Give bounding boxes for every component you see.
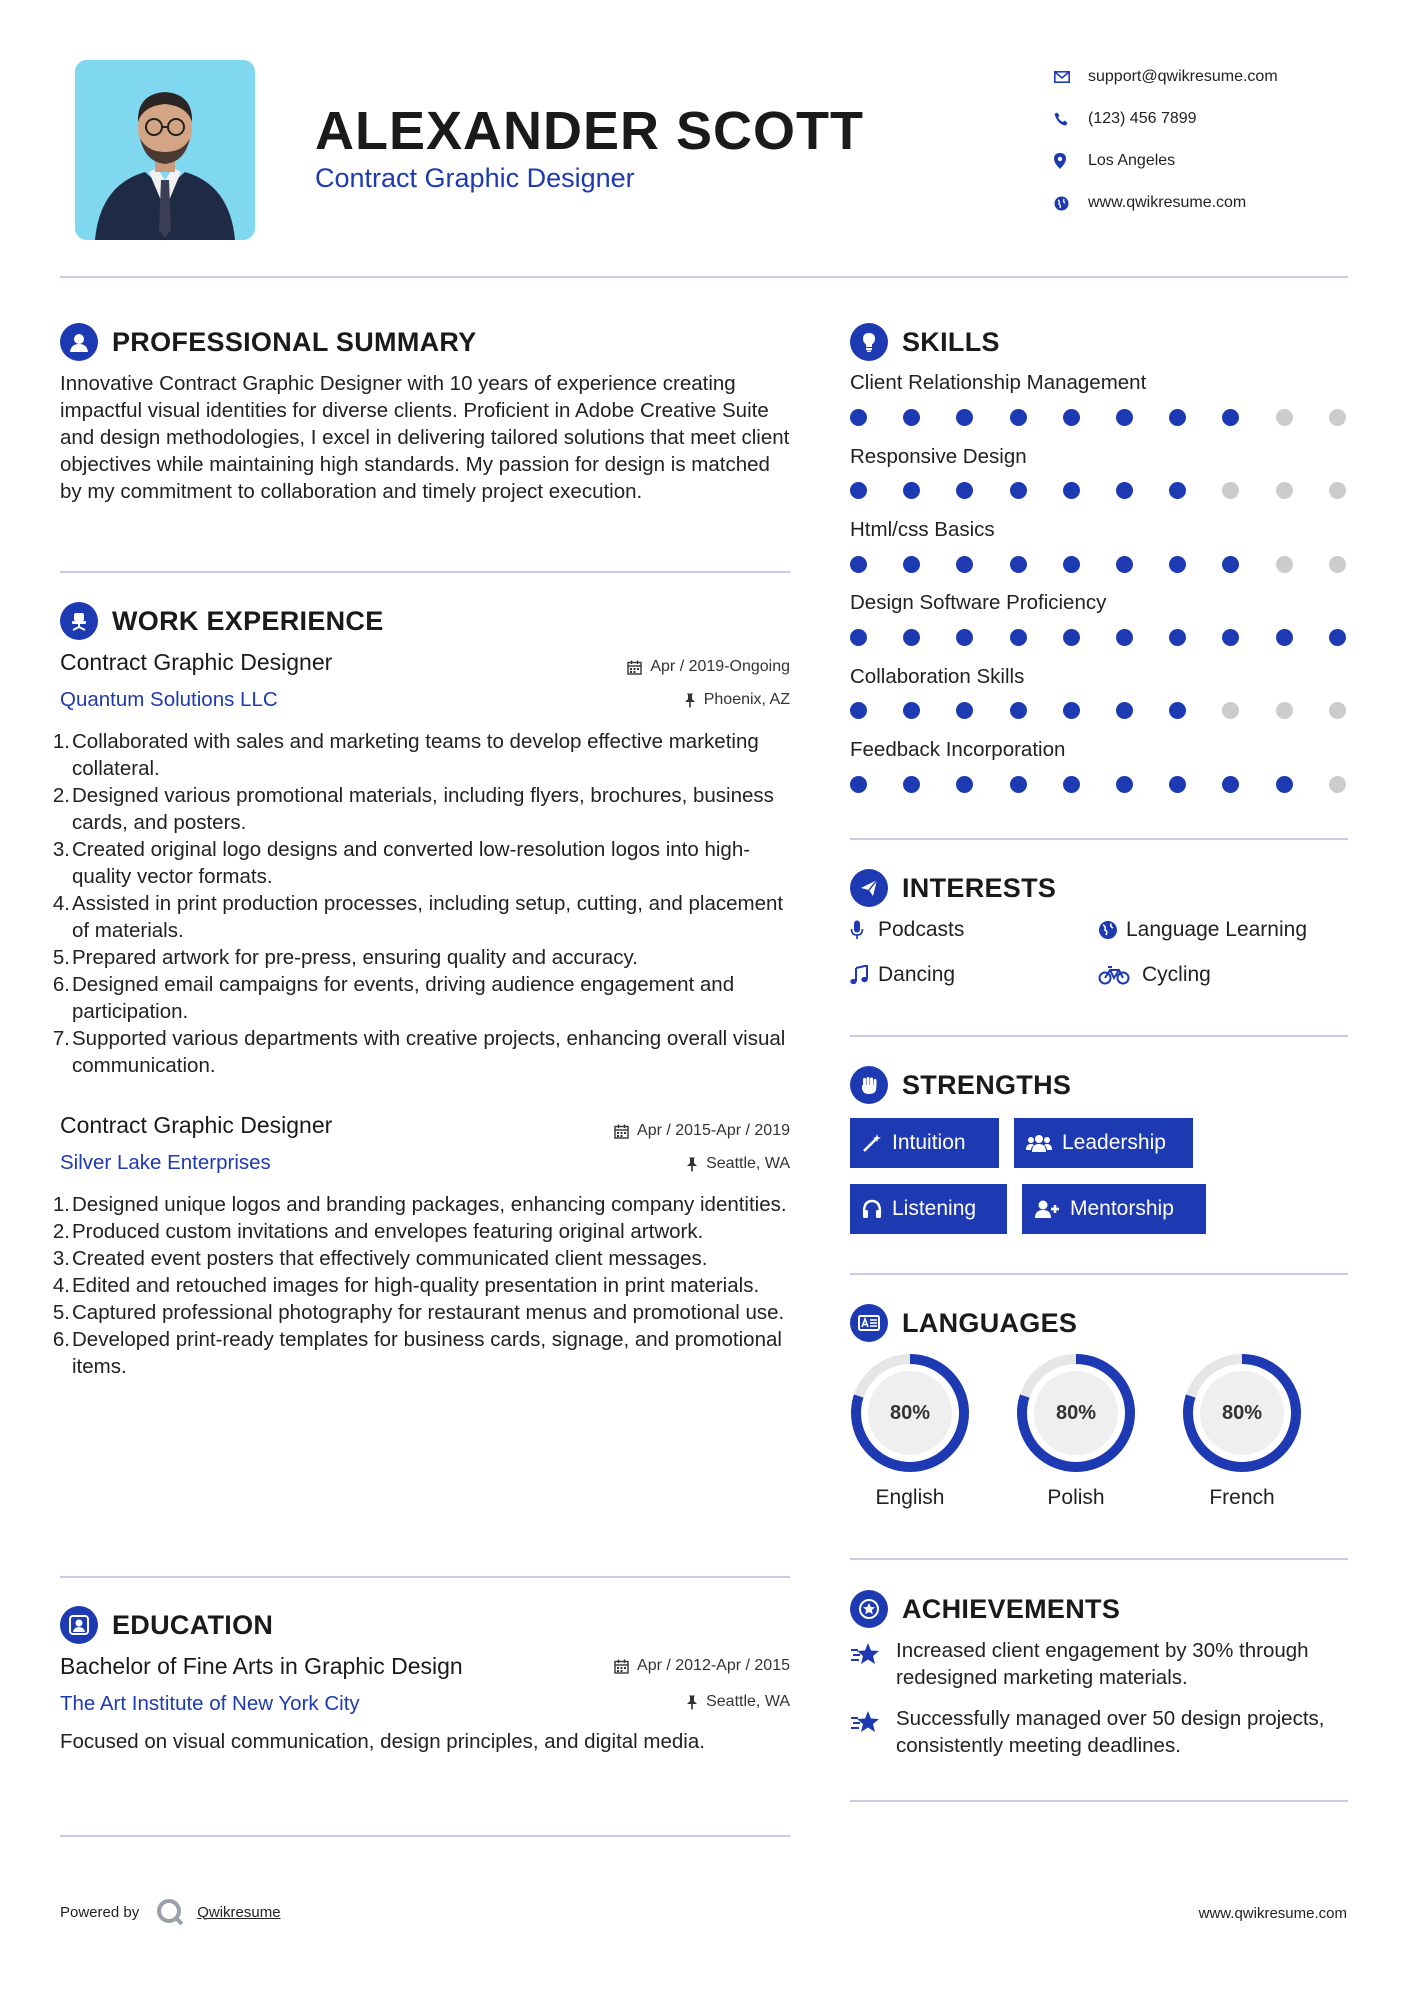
skill-dot-filled (956, 776, 973, 793)
summary-section-header (60, 323, 477, 361)
skill-dot-empty (1276, 556, 1293, 573)
star-icon (850, 1637, 896, 1691)
paper-plane-icon (850, 869, 888, 907)
language-ring (1014, 1351, 1138, 1475)
skill-dot-filled (1116, 482, 1133, 499)
skill-dot-filled (1169, 409, 1186, 426)
languages-section-header (850, 1304, 1077, 1342)
user-icon (60, 323, 98, 361)
email-text: support@qwikresume.com (1088, 68, 1278, 85)
interest-item: Dancing (850, 963, 955, 987)
summary-text: Innovative Contract Graphic Designer with 10 years of experience creating impactful visual identities for diverse clients. Proficient in Adobe Creative Suite and design methodologies, I excel in delivering tailored solutions that meet client objectives while maintaining high standards. My passion for design is matched by my commitment to collaboration and timely project execution. (60, 372, 790, 503)
skill-dot-filled (1063, 482, 1080, 499)
contact-phone[interactable] (1050, 98, 1370, 140)
skill-dot-filled (1010, 702, 1027, 719)
skill-dot-filled (1063, 409, 1080, 426)
skill-dot-empty (1329, 776, 1346, 793)
experience-divider (60, 1576, 790, 1578)
globe-icon (1050, 196, 1088, 211)
location-text: Los Angeles (1088, 152, 1176, 169)
list-item: 5. Captured professional photography for restaurant menus and promotional use. (52, 1301, 785, 1324)
skill-name: Feedback Incorporation (850, 738, 1066, 761)
microphone-icon (850, 920, 878, 940)
list-item: 1. Collaborated with sales and marketing teams to develop effective marketing collateral. (52, 730, 759, 780)
skill-dot-filled (1063, 629, 1080, 646)
achievements-divider (850, 1800, 1348, 1802)
strength-chip: Listening (850, 1184, 1007, 1234)
summary-divider (60, 571, 790, 573)
strength-chip: Leadership (1014, 1118, 1193, 1168)
achievement-item: Increased client engagement by 30% through redesigned marketing materials. (850, 1637, 1350, 1691)
job-responsibilities (52, 1191, 792, 1380)
skill-dot-empty (1329, 556, 1346, 573)
pushpin-icon (684, 693, 696, 708)
interest-item: Cycling (1098, 963, 1211, 987)
skill-dot-filled (1116, 409, 1133, 426)
headphones-icon (862, 1199, 882, 1219)
profile-photo (75, 60, 255, 240)
skill-dot-filled (956, 556, 973, 573)
skill-dot-filled (1116, 556, 1133, 573)
interests-section-header (850, 869, 1056, 907)
skill-dot-filled (903, 556, 920, 573)
bicycle-icon (1098, 965, 1142, 985)
skill-dot-filled (850, 776, 867, 793)
footer-powered-by (60, 1897, 281, 1927)
education-dates-text: Apr / 2012-Apr / 2015 (637, 1657, 790, 1674)
lightbulb-icon (850, 323, 888, 361)
education-section-header (60, 1606, 273, 1644)
skill-name: Client Relationship Management (850, 371, 1147, 394)
interests-heading: INTERESTS (902, 872, 1057, 903)
calendar-icon (614, 1124, 629, 1139)
list-item: 4. Edited and retouched images for high-quality presentation in print materials. (52, 1274, 760, 1297)
skill-dot-empty (1329, 482, 1346, 499)
job-location (686, 1155, 790, 1173)
job-dates-text: Apr / 2019-Ongoing (650, 658, 790, 675)
header-divider (60, 276, 1348, 278)
music-note-icon (850, 965, 878, 985)
skills-heading: SKILLS (902, 326, 1000, 357)
experience-heading: WORK EXPERIENCE (112, 605, 384, 636)
job-location-text: Seattle, WA (706, 1155, 790, 1172)
skill-dot-filled (956, 409, 973, 426)
job-company: Silver Lake Enterprises (60, 1151, 271, 1174)
list-item: 2. Designed various promotional materials, including flyers, brochures, business cards, and posters. (52, 784, 774, 834)
website-text: www.qwikresume.com (1088, 194, 1247, 211)
skill-dot-filled (956, 482, 973, 499)
skill-dot-filled (1063, 702, 1080, 719)
skill-dot-filled (1169, 482, 1186, 499)
language-percent: 80% (889, 1401, 931, 1424)
brand-link[interactable]: Qwikresume (197, 1903, 281, 1921)
user-plus-icon (1034, 1199, 1060, 1219)
star-badge-icon (850, 1590, 888, 1628)
strengths-divider (850, 1273, 1348, 1275)
graduate-icon (60, 1606, 98, 1644)
skill-dot-filled (1169, 629, 1186, 646)
skill-rating (850, 409, 1350, 427)
language-ring (848, 1351, 972, 1475)
calendar-icon (614, 1659, 629, 1674)
list-item: 6. Developed print-ready templates for business cards, signage, and promotional items. (52, 1328, 782, 1378)
contact-email[interactable] (1050, 56, 1370, 98)
list-item: 6. Designed email campaigns for events, driving audience engagement and participation. (52, 973, 735, 1023)
skill-dot-filled (1116, 776, 1133, 793)
list-item: 3. Created original logo designs and converted low-resolution logos into high-quality vector formats. (52, 838, 751, 888)
summary-heading: PROFESSIONAL SUMMARY (112, 326, 477, 357)
skill-name: Collaboration Skills (850, 665, 1025, 688)
pushpin-icon (686, 1157, 698, 1172)
skill-dot-filled (1116, 629, 1133, 646)
skill-dot-filled (1222, 776, 1239, 793)
job-title: Contract Graphic Designer (60, 1112, 333, 1138)
skill-dot-empty (1329, 409, 1346, 426)
skill-rating (850, 702, 1350, 720)
job-location (684, 691, 790, 709)
skill-dot-filled (1116, 702, 1133, 719)
footer-website[interactable]: www.qwikresume.com (1198, 1905, 1347, 1922)
skill-dot-filled (1010, 776, 1027, 793)
strengths-heading: STRENGTHS (902, 1069, 1072, 1100)
skill-dot-filled (1063, 776, 1080, 793)
skill-dot-filled (1276, 776, 1293, 793)
education-dates (614, 1657, 790, 1675)
school-name: The Art Institute of New York City (60, 1692, 360, 1715)
skill-dot-filled (850, 482, 867, 499)
skills-divider (850, 838, 1348, 840)
achievement-item: Successfully managed over 50 design projects, consistently meeting deadlines. (850, 1705, 1350, 1759)
language-ring (1180, 1351, 1304, 1475)
qwikresume-logo-icon (155, 1897, 185, 1927)
skill-dot-filled (1169, 702, 1186, 719)
briefcase-chair-icon (60, 602, 98, 640)
language-percent: 80% (1055, 1401, 1097, 1424)
phone-icon (1050, 112, 1088, 126)
language-percent: 80% (1221, 1401, 1263, 1424)
education-heading: EDUCATION (112, 1609, 274, 1640)
experience-section-header (60, 602, 384, 640)
contact-info (1050, 56, 1370, 224)
languages-divider (850, 1558, 1348, 1560)
fist-icon (850, 1066, 888, 1104)
skill-dot-filled (1010, 629, 1027, 646)
job-responsibilities (52, 728, 792, 1079)
list-item: 1. Designed unique logos and branding packages, enhancing company identities. (52, 1193, 787, 1216)
skill-rating (850, 556, 1350, 574)
skill-dot-empty (1276, 702, 1293, 719)
strengths-section-header (850, 1066, 1071, 1104)
languages-heading: LANGUAGES (902, 1307, 1078, 1338)
contact-location (1050, 140, 1370, 182)
achievements-heading: ACHIEVEMENTS (902, 1593, 1121, 1624)
degree-title: Bachelor of Fine Arts in Graphic Design (60, 1653, 463, 1679)
skill-rating (850, 629, 1350, 647)
education-location-text: Seattle, WA (706, 1693, 790, 1710)
candidate-name: ALEXANDER SCOTT (315, 101, 865, 161)
list-item: 7. Supported various departments with creative projects, enhancing overall visual communication. (52, 1027, 786, 1077)
skill-dot-filled (850, 702, 867, 719)
interest-item: Language Learning (1098, 918, 1307, 942)
skill-rating (850, 776, 1350, 794)
achievements-section-header (850, 1590, 1120, 1628)
magic-wand-icon (862, 1133, 882, 1153)
skill-dot-filled (903, 776, 920, 793)
skill-dot-filled (1063, 556, 1080, 573)
skill-dot-empty (1329, 702, 1346, 719)
language-icon (850, 1304, 888, 1342)
list-item: 4. Assisted in print production processes, including setup, cutting, and placement of materials. (52, 892, 784, 942)
skill-dot-filled (850, 409, 867, 426)
skill-dot-filled (1010, 556, 1027, 573)
calendar-icon (627, 660, 642, 675)
job-company: Quantum Solutions LLC (60, 688, 278, 711)
job-dates-text: Apr / 2015-Apr / 2019 (637, 1122, 790, 1139)
language-name: Polish (1047, 1486, 1105, 1509)
skill-dot-filled (1169, 776, 1186, 793)
map-pin-icon (1050, 153, 1088, 169)
skill-dot-filled (903, 702, 920, 719)
skill-dot-filled (1329, 629, 1346, 646)
skill-dot-filled (1010, 409, 1027, 426)
skill-dot-empty (1222, 702, 1239, 719)
skill-name: Html/css Basics (850, 518, 995, 541)
skill-dot-filled (1222, 556, 1239, 573)
skill-dot-filled (1222, 409, 1239, 426)
interest-item: Podcasts (850, 918, 964, 942)
skill-name: Design Software Proficiency (850, 591, 1107, 614)
skill-dot-filled (850, 629, 867, 646)
job-location-text: Phoenix, AZ (703, 691, 790, 708)
skill-dot-filled (1010, 482, 1027, 499)
education-description: Focused on visual communication, design principles, and digital media. (60, 1730, 705, 1753)
education-location (686, 1693, 790, 1711)
skill-dot-filled (903, 629, 920, 646)
skill-dot-empty (1222, 482, 1239, 499)
strength-chip: Mentorship (1022, 1184, 1206, 1234)
strength-chip: Intuition (850, 1118, 999, 1168)
skill-dot-filled (850, 556, 867, 573)
candidate-title: Contract Graphic Designer (315, 163, 635, 193)
list-item: 3. Created event posters that effectively communicated client messages. (52, 1247, 708, 1270)
globe-icon (1098, 920, 1126, 940)
envelope-icon (1050, 71, 1088, 83)
job-title: Contract Graphic Designer (60, 649, 333, 675)
skill-dot-filled (903, 409, 920, 426)
phone-text: (123) 456 7899 (1088, 110, 1197, 127)
list-item: 2. Produced custom invitations and envelopes featuring original artwork. (52, 1220, 704, 1243)
skill-name: Responsive Design (850, 445, 1027, 468)
language-name: French (1209, 1486, 1275, 1509)
users-icon (1026, 1133, 1052, 1153)
skill-dot-filled (1169, 556, 1186, 573)
skill-dot-empty (1276, 482, 1293, 499)
skill-dot-filled (956, 629, 973, 646)
job-dates (627, 658, 790, 676)
language-name: English (875, 1486, 945, 1509)
skill-rating (850, 482, 1350, 500)
interests-divider (850, 1035, 1348, 1037)
powered-by-label: Powered by (60, 1903, 140, 1921)
skill-dot-filled (1276, 629, 1293, 646)
skill-dot-filled (1222, 629, 1239, 646)
skill-dot-empty (1276, 409, 1293, 426)
skill-dot-filled (903, 482, 920, 499)
contact-website[interactable] (1050, 182, 1370, 224)
resume-header (0, 0, 1407, 285)
list-item: 5. Prepared artwork for pre-press, ensuring quality and accuracy. (52, 946, 638, 969)
skills-section-header (850, 323, 1000, 361)
education-divider (60, 1835, 790, 1837)
star-icon (850, 1705, 896, 1759)
job-dates (614, 1122, 790, 1140)
pushpin-icon (686, 1695, 698, 1710)
skill-dot-filled (956, 702, 973, 719)
